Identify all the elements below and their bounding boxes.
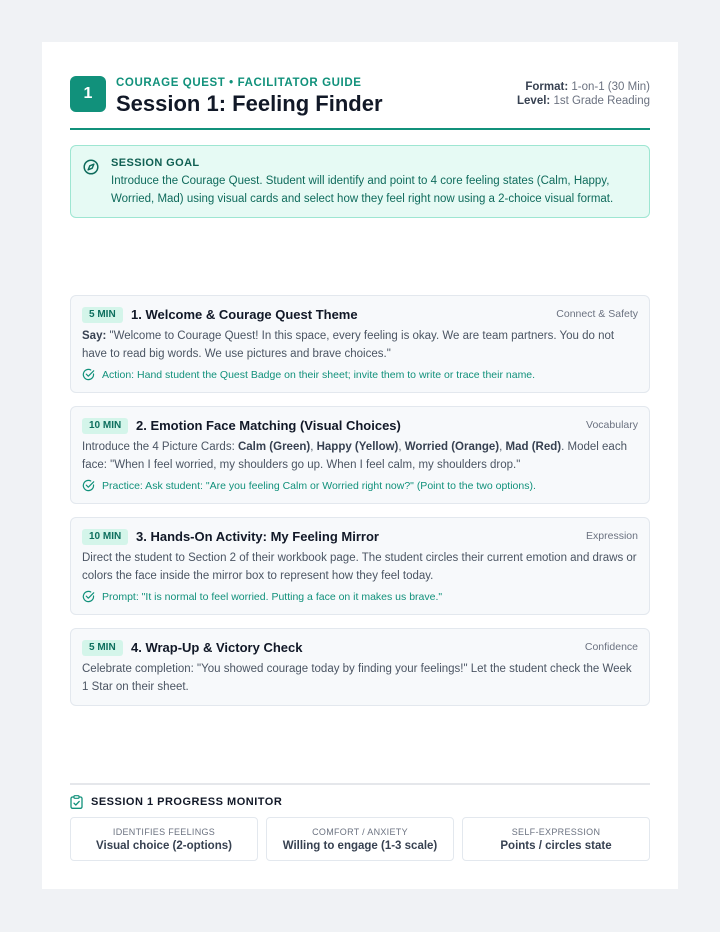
step-note-text: Practice: Ask student: "Are you feeling Calm or Worried right now?" (Point to the two options).	[102, 479, 536, 492]
metric-value: Willing to engage (1-3 scale)	[282, 840, 438, 852]
step-title: 2. Emotion Face Matching (Visual Choices)	[136, 418, 401, 433]
level-line	[517, 94, 650, 108]
header-divider	[70, 128, 650, 130]
step-note-text: Prompt: "It is normal to feel worried. Putting a face on it makes us brave."	[102, 590, 443, 603]
step-tag: Confidence	[584, 641, 638, 653]
monitor-divider	[70, 783, 650, 785]
session-header	[70, 76, 650, 130]
check-circle-icon	[82, 368, 95, 381]
session-meta	[517, 80, 650, 108]
metric-value: Points / circles state	[500, 840, 612, 852]
format-line	[517, 80, 650, 94]
step-tag: Expression	[586, 530, 638, 542]
card-mad: Mad (Red)	[505, 441, 562, 453]
card-calm: Calm (Green)	[237, 441, 311, 453]
check-circle-icon	[82, 590, 95, 603]
step-note	[82, 590, 442, 603]
guide-kicker: COURAGE QUEST • FACILITATOR GUIDE	[116, 77, 362, 89]
step-tag: Vocabulary	[586, 419, 638, 431]
duration-badge: 5 MIN	[82, 307, 123, 323]
step-card-3	[70, 517, 650, 615]
guide-page	[42, 42, 678, 889]
step-title: 3. Hands-On Activity: My Feeling Mirror	[136, 529, 379, 544]
metric-self-expression	[462, 817, 650, 861]
say-text: "Welcome to Courage Quest! In this space, every feeling is okay. We are team partners. You do not have to read big words. We use pictures and brave choices."	[82, 330, 615, 360]
step-body	[82, 328, 638, 363]
say-label: Say:	[82, 330, 107, 342]
metric-identifies-feelings	[70, 817, 258, 861]
card-happy: Happy (Yellow)	[316, 441, 399, 453]
step-title: 4. Wrap-Up & Victory Check	[131, 640, 303, 655]
format-label: Format:	[525, 81, 569, 93]
level-value: 1st Grade Reading	[553, 95, 650, 107]
monitor-heading-text: SESSION 1 PROGRESS MONITOR	[91, 796, 283, 808]
duration-badge: 5 MIN	[82, 640, 123, 656]
step-card-1	[70, 295, 650, 393]
metric-value: Visual choice (2-options)	[96, 840, 232, 852]
format-value: 1-on-1 (30 Min)	[571, 81, 650, 93]
metric-label: IDENTIFIES FEELINGS	[112, 827, 216, 837]
step-card-4	[70, 628, 650, 706]
check-circle-icon	[82, 479, 95, 492]
card-worried: Worried (Orange)	[404, 441, 500, 453]
compass-icon	[83, 159, 99, 175]
session-goal-box	[70, 145, 650, 218]
step-body: Direct the student to Section 2 of their workbook page. The student circles their current emotion and draws or colors the face inside the mirror box to represent how they feel today.	[82, 552, 637, 582]
step-body-rest: . Model each face: "When I feel worried, my shoulders go up. When I feel calm, my shoulders drop."	[82, 441, 627, 471]
step-body: Celebrate completion: "You showed courage today by finding your feelings!" Let the student check the Week 1 Star on their sheet.	[82, 663, 632, 693]
step-card-2	[70, 406, 650, 504]
duration-badge: 10 MIN	[82, 418, 128, 434]
page-title: Session 1: Feeling Finder	[116, 91, 383, 116]
metric-comfort-anxiety	[266, 817, 454, 861]
duration-badge: 10 MIN	[82, 529, 128, 545]
step-body-intro: Introduce the 4 Picture Cards:	[82, 441, 235, 453]
step-tag: Connect & Safety	[556, 308, 638, 320]
step-body: Introduce the 4 Picture Cards: Calm (Green), Happy (Yellow), Worried (Orange), Mad (Red). Model each face: "When I feel worried, my shoulders go up. When I feel calm, my shoulders drop."	[82, 441, 627, 471]
metric-label: SELF-EXPRESSION	[511, 827, 601, 837]
metric-label: COMFORT / ANXIETY	[312, 827, 408, 837]
step-title: 1. Welcome & Courage Quest Theme	[131, 307, 358, 322]
step-note	[82, 368, 535, 381]
goal-heading: SESSION GOAL	[111, 157, 200, 169]
progress-monitor-heading	[70, 795, 282, 809]
step-note	[82, 479, 536, 492]
goal-text: Introduce the Courage Quest. Student will identify and point to 4 core feeling states (Calm, Happy, Worried, Mad) using visual cards and select how they feel right now using a 2-choice visual format.	[111, 175, 614, 205]
session-number-badge: 1	[70, 76, 106, 112]
clipboard-check-icon	[70, 795, 83, 809]
level-label: Level:	[517, 95, 551, 107]
step-note-text: Action: Hand student the Quest Badge on their sheet; invite them to write or trace their name.	[102, 368, 536, 381]
